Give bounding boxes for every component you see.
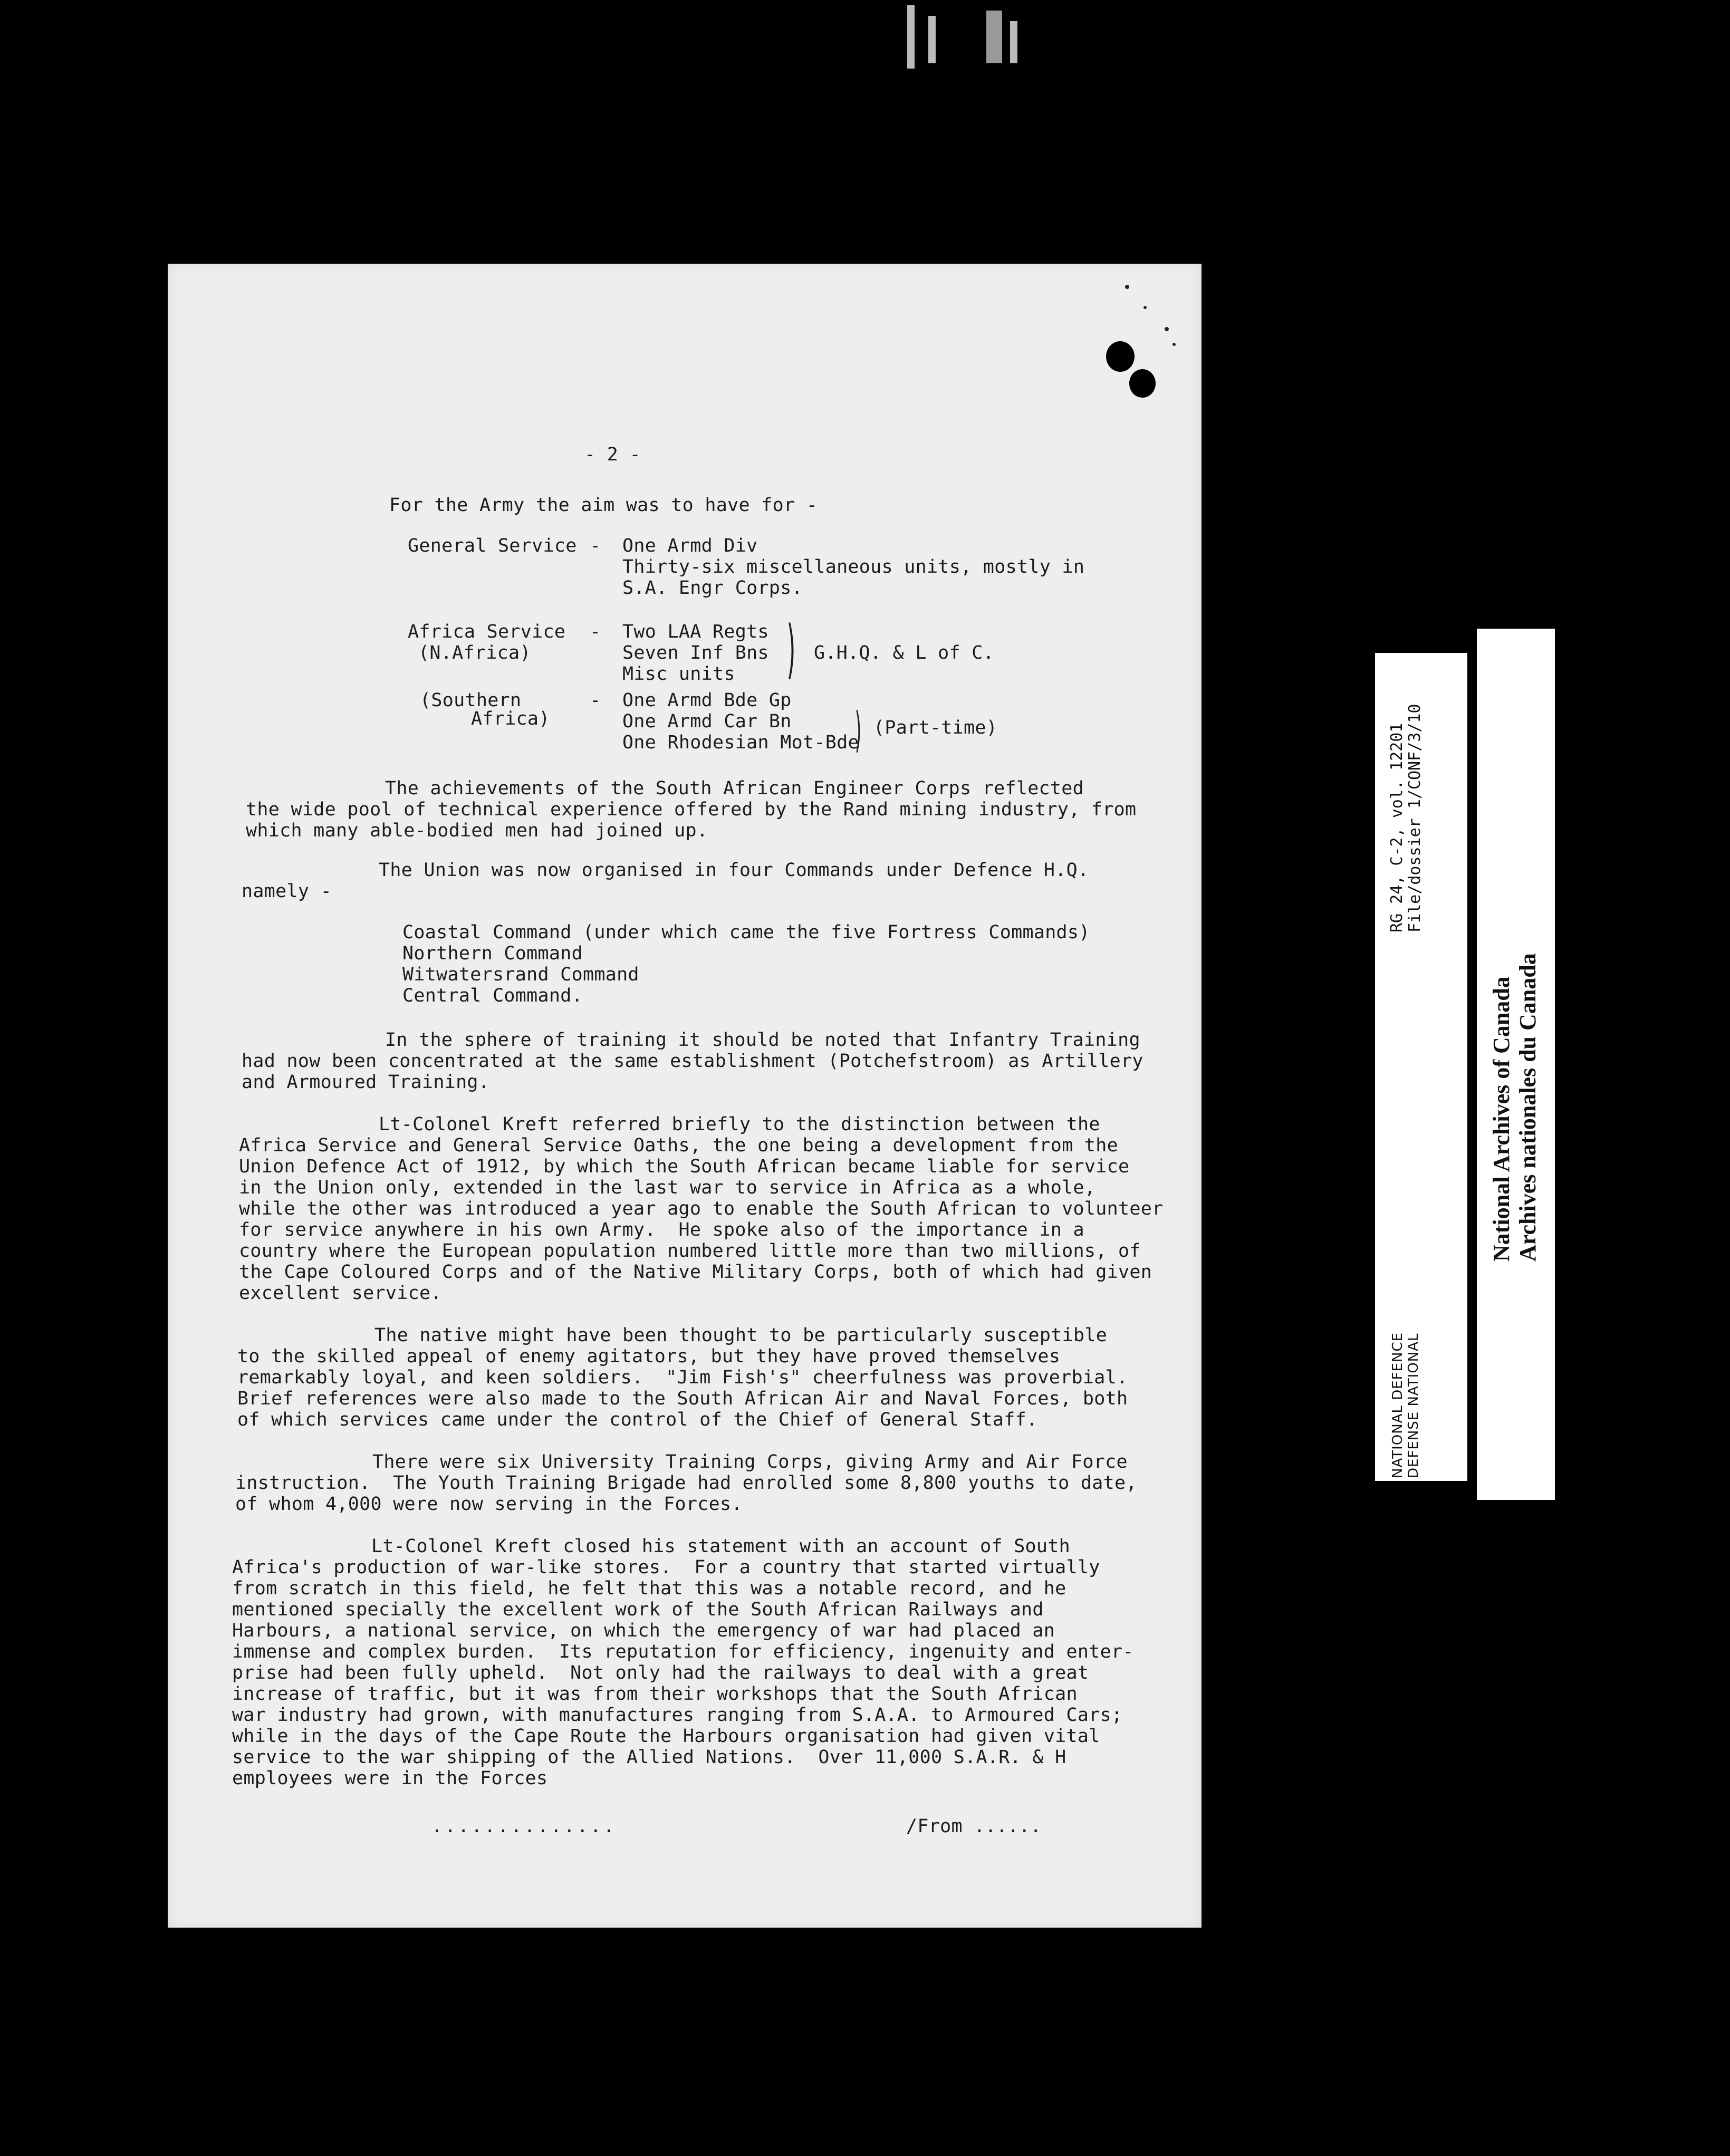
punch-hole	[1106, 341, 1135, 372]
paragraph-line: for service anywhere in his own Army. He spoke also of the importance in a	[239, 1219, 1084, 1240]
paragraph-line: prise had been fully upheld. Not only had the railways to deal with a great	[232, 1662, 1089, 1683]
general-service-label: General Service	[408, 535, 577, 556]
africa-service-note: G.H.Q. & L of C.	[814, 642, 994, 663]
archive-dept: NATIONAL DEFENCE DEFENSE NATIONAL	[1390, 1332, 1421, 1478]
general-service-item: Thirty-six miscellaneous units, mostly in	[622, 556, 1085, 578]
paragraph-line: of which services came under the control of the Chief of General Staff.	[237, 1409, 1038, 1430]
bracket: )	[853, 702, 863, 758]
paragraph-line: Harbours, a national service, on which the emergency of war had placed an	[232, 1620, 1055, 1641]
command-item: Coastal Command (under which came the five Fortress Commands)	[402, 922, 1090, 943]
paragraph-line: the Cape Coloured Corps and of the Native Military Corps, both of which had given	[239, 1262, 1152, 1283]
africa-service-item: Two LAA Regts	[622, 621, 769, 642]
speck	[1165, 327, 1169, 331]
command-item: Northern Command	[402, 943, 583, 964]
africa-service-dash: -	[590, 621, 601, 642]
southern-africa-item: One Armd Bde Gp	[622, 690, 792, 711]
paragraph-line: to the skilled appeal of enemy agitators, but they have proved themselves	[237, 1346, 1061, 1367]
paragraph-line: Brief references were also made to the South African Air and Naval Forces, both	[237, 1388, 1128, 1409]
paragraph-line: Africa's production of war-like stores. For a country that started virtually	[232, 1557, 1100, 1578]
footer-dots: ..............	[431, 1816, 617, 1837]
command-item: Witwatersrand Command	[402, 964, 639, 985]
paragraph-line: and Armoured Training.	[242, 1072, 490, 1093]
africa-service-sublabel: (N.Africa)	[418, 642, 531, 663]
page-number: - 2 -	[584, 444, 641, 465]
paragraph-line: immense and complex burden. Its reputation for efficiency, ingenuity and enter-	[232, 1641, 1134, 1662]
archive-name: National Archives of Canada Archives nationales du Canada	[1488, 953, 1541, 1262]
speck	[1172, 343, 1176, 346]
document-page	[168, 264, 1202, 1928]
general-service-dash: -	[590, 535, 601, 556]
catchword: /From ......	[906, 1816, 1042, 1837]
archive-ref-strip	[1375, 653, 1467, 1481]
africa-service-label: Africa Service	[408, 621, 566, 642]
punch-hole	[1129, 369, 1156, 398]
paragraph-line: excellent service.	[239, 1283, 442, 1304]
paragraph-line: service to the war shipping of the Allied Nations. Over 11,000 S.A.R. & H	[232, 1747, 1066, 1768]
paragraph-line: Lt-Colonel Kreft closed his statement with an account of South	[371, 1536, 1071, 1557]
paragraph-line: increase of traffic, but it was from their workshops that the South African	[232, 1683, 1078, 1705]
paragraph-line: while the other was introduced a year ago to enable the South African to volunteer	[239, 1198, 1164, 1219]
general-service-item: S.A. Engr Corps.	[622, 578, 803, 599]
paragraph-line: Lt-Colonel Kreft referred briefly to the distinction between the	[379, 1114, 1100, 1135]
paragraph-line: Union Defence Act of 1912, by which the South African became liable for service	[239, 1156, 1130, 1177]
paragraph-line: In the sphere of training it should be noted that Infantry Training	[385, 1029, 1140, 1051]
paragraph-line: The native might have been thought to be particularly susceptible	[374, 1325, 1108, 1346]
paragraph-line: namely -	[242, 881, 332, 902]
southern-africa-note: (Part-time)	[873, 717, 998, 738]
paragraph-line: instruction. The Youth Training Brigade had enrolled some 8,800 youths to date,	[235, 1472, 1137, 1494]
southern-africa-item: One Rhodesian Mot-Bde	[622, 732, 859, 753]
paragraph-line: The Union was now organised in four Commands under Defence H.Q.	[379, 860, 1089, 881]
paragraph-line: had now been concentrated at the same establishment (Potchefstroom) as Artillery	[242, 1051, 1143, 1072]
film-frame-marks	[897, 0, 1044, 74]
paragraph-line: in the Union only, extended in the last war to service in Africa as a whole,	[239, 1177, 1096, 1198]
paragraph-line: from scratch in this field, he felt that this was a notable record, and he	[232, 1578, 1066, 1599]
paragraph-line: There were six University Training Corps, giving Army and Air Force	[372, 1451, 1128, 1472]
paragraph-line: Africa Service and General Service Oaths, the one being a development from the	[239, 1135, 1118, 1156]
paragraph-line: of whom 4,000 were now serving in the Forces.	[235, 1494, 743, 1515]
paragraph-line: while in the days of the Cape Route the Harbours organisation had given vital	[232, 1726, 1100, 1747]
general-service-item: One Armd Div	[622, 535, 758, 556]
paragraph-line: war industry had grown, with manufactures ranging from S.A.A. to Armoured Cars;	[232, 1705, 1123, 1726]
africa-service-item: Misc units	[622, 663, 735, 685]
archive-name-strip	[1477, 629, 1555, 1500]
intro-line: For the Army the aim was to have for -	[389, 495, 818, 516]
paragraph-line: which many able-bodied men had joined up.	[246, 820, 708, 841]
southern-africa-dash: -	[590, 690, 601, 711]
southern-africa-label: (Southern	[420, 690, 522, 711]
command-item: Central Command.	[402, 985, 583, 1006]
africa-service-item: Seven Inf Bns	[622, 642, 769, 663]
paragraph-line: country where the European population numbered little more than two millions, of	[239, 1240, 1141, 1262]
archive-ref: RG 24, C-2, vol. 12201 File/dossier 1/CONF/3/10	[1388, 704, 1424, 932]
paragraph-line: mentioned specially the excellent work of the South African Railways and	[232, 1599, 1044, 1620]
southern-africa-item: One Armd Car Bn	[622, 711, 792, 732]
southern-africa-sublabel: Africa)	[471, 708, 550, 729]
paragraph-line: employees were in the Forces	[232, 1768, 548, 1789]
bracket: )	[785, 613, 799, 686]
paragraph-line: the wide pool of technical experience offered by the Rand mining industry, from	[246, 799, 1137, 820]
speck	[1143, 306, 1147, 309]
paragraph-line: The achievements of the South African Engineer Corps reflected	[385, 778, 1084, 799]
paragraph-line: remarkably loyal, and keen soldiers. "Jim Fish's" cheerfulness was proverbial.	[237, 1367, 1128, 1388]
speck	[1125, 285, 1129, 289]
